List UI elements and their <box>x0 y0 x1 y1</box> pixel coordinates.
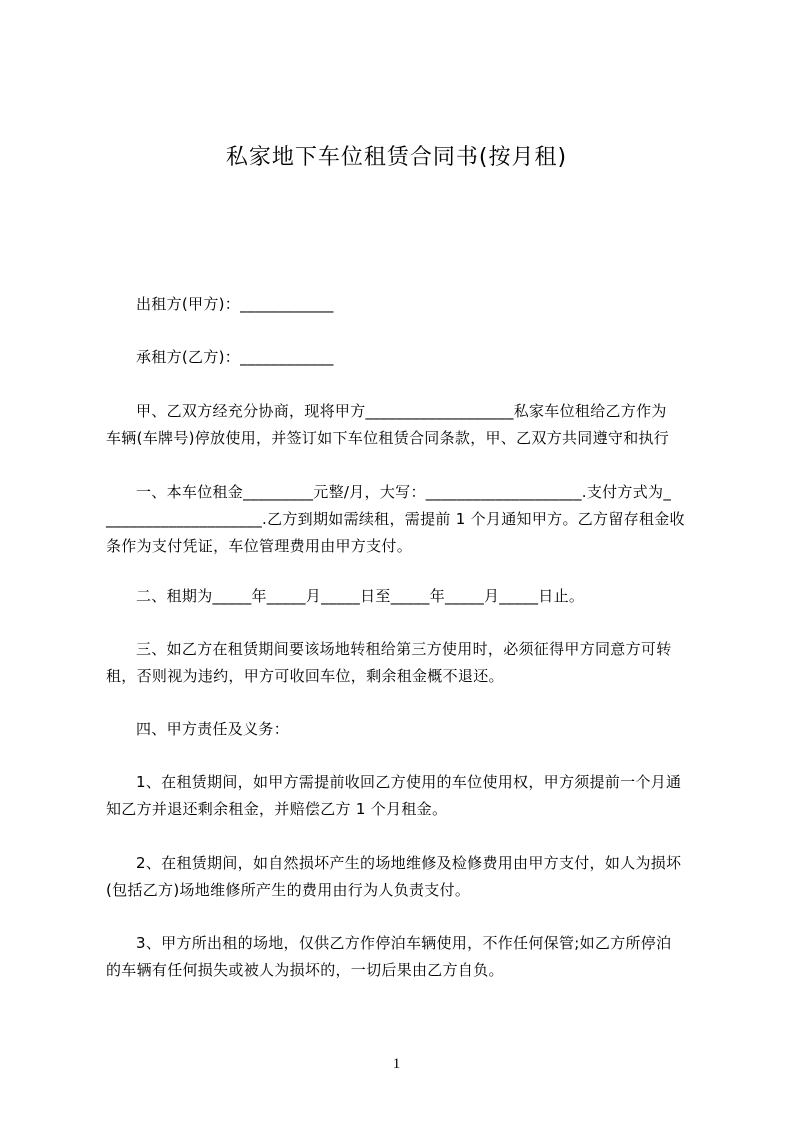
item-2-line-1: 2、在租赁期间，如自然损坏产生的场地维修及检修费用由甲方支付，如人为损坏 <box>136 854 682 872</box>
document-title: 私家地下车位租赁合同书(按月租) <box>225 145 568 170</box>
intro-line-1: 甲、乙双方经充分协商，现将甲方___________________私家车位租给乙方作为 <box>136 402 667 420</box>
clause-3-line-1: 三、如乙方在租赁期间要该场地转租给第三方使用时，必须征得甲方同意方可转 <box>136 640 672 658</box>
lessor-line: 出租方(甲方)：____________ <box>136 295 334 313</box>
item-3-line-1: 3、甲方所出租的场地，仅供乙方作停泊车辆使用，不作任何保管;如乙方所停泊 <box>136 934 672 952</box>
intro-line-2: 车辆(车牌号)停放使用，并签订如下车位租赁合同条款，甲、乙双方共同遵守和执行 <box>106 429 670 447</box>
clause-1-line-1: 一、本车位租金_________元整/月，大写：____________________.支付方式为_ <box>136 483 672 501</box>
clause-1-line-3: 条作为支付凭证，车位管理费用由甲方支付。 <box>106 537 413 555</box>
clause-1-line-2: ____________________.乙方到期如需续租，需提前 1 个月通知甲方。乙方留存租金收 <box>106 510 685 528</box>
clause-3-line-2: 租，否则视为违约，甲方可收回车位，剩余租金概不退还。 <box>106 667 504 685</box>
item-2-line-2: (包括乙方)场地维修所产生的费用由行为人负责支付。 <box>106 881 471 899</box>
clause-2: 二、租期为_____年_____月_____日至_____年_____月_____日止。 <box>136 587 585 605</box>
lessee-line: 承租方(乙方)：____________ <box>136 348 334 366</box>
item-1-line-1: 1、在租赁期间，如甲方需提前收回乙方使用的车位使用权，甲方须提前一个月通 <box>136 773 682 791</box>
item-1-line-2: 知乙方并退还剩余租金，并赔偿乙方 1 个月租金。 <box>106 800 448 818</box>
item-3-line-2: 的车辆有任何损失或被人为损坏的，一切后果由乙方自负。 <box>106 961 504 979</box>
page-number: 1 <box>392 1056 401 1072</box>
clause-4-heading: 四、甲方责任及义务： <box>136 720 290 738</box>
